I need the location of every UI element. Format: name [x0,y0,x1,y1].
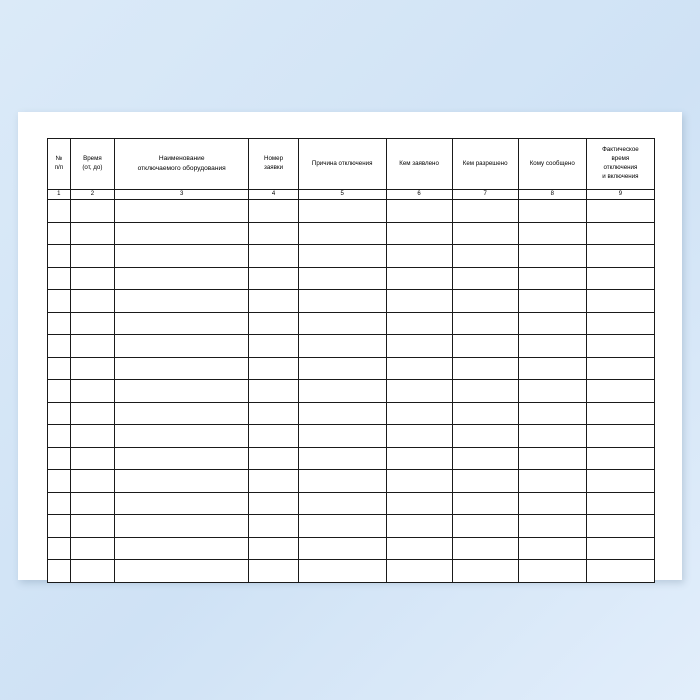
table-cell[interactable] [115,267,249,290]
table-row[interactable] [48,222,655,245]
column-number: 2 [70,190,114,200]
table-cell[interactable] [48,492,71,515]
table-cell[interactable] [115,312,249,335]
table-cell[interactable] [249,200,299,223]
table-cell[interactable] [586,200,654,223]
table-cell[interactable] [70,312,114,335]
table-cell[interactable] [386,222,452,245]
table-cell[interactable] [115,425,249,448]
table-row[interactable] [48,200,655,223]
table-cell[interactable] [518,560,586,583]
table-cell[interactable] [518,222,586,245]
header-line: отключения [603,164,638,171]
header-line: Наименование [158,155,205,163]
table-cell[interactable] [298,447,386,470]
table-cell[interactable] [70,402,114,425]
table-cell[interactable] [518,200,586,223]
table-cell[interactable] [452,515,518,538]
table-row[interactable] [48,380,655,403]
table-cell[interactable] [115,380,249,403]
table-cell[interactable] [48,357,71,380]
table-cell[interactable] [70,335,114,358]
table-row[interactable] [48,537,655,560]
table-cell[interactable] [70,380,114,403]
table-cell[interactable] [298,222,386,245]
table-cell[interactable] [452,335,518,358]
column-number: 5 [298,190,386,200]
table-cell[interactable] [48,537,71,560]
table-cell[interactable] [48,312,71,335]
table-cell[interactable] [518,537,586,560]
table-cell[interactable] [452,200,518,223]
column-number-row [48,190,655,200]
table-cell[interactable] [249,222,299,245]
table-cell[interactable] [452,357,518,380]
table-cell[interactable] [70,200,114,223]
table-cell[interactable] [70,357,114,380]
header-line: Кем разрешено [462,159,508,167]
table-cell[interactable] [386,537,452,560]
table-cell[interactable] [249,515,299,538]
table-cell[interactable] [452,447,518,470]
table-cell[interactable] [452,222,518,245]
table-row[interactable] [48,492,655,515]
table-cell[interactable] [48,515,71,538]
journal-table [47,138,655,583]
table-cell[interactable] [249,290,299,313]
table-cell[interactable] [386,200,452,223]
table-cell[interactable] [452,470,518,493]
header-cell-authorized-by [452,139,518,190]
table-cell[interactable] [386,492,452,515]
table-cell[interactable] [249,537,299,560]
table-cell[interactable] [452,290,518,313]
table-cell[interactable] [452,245,518,268]
table-cell[interactable] [298,380,386,403]
table-cell[interactable] [70,470,114,493]
table-cell[interactable] [298,515,386,538]
table-cell[interactable] [70,447,114,470]
table-cell[interactable] [586,290,654,313]
column-number: 6 [386,190,452,200]
header-line: время [611,155,630,163]
table-cell[interactable] [452,425,518,448]
table-cell[interactable] [518,312,586,335]
table-cell[interactable] [298,560,386,583]
table-cell[interactable] [518,425,586,448]
header-line: Кем заявлено [399,159,439,167]
table-cell[interactable] [386,357,452,380]
table-row[interactable] [48,290,655,313]
table-cell[interactable] [518,245,586,268]
table-row[interactable] [48,425,655,448]
table-cell[interactable] [586,425,654,448]
table-cell[interactable] [452,380,518,403]
table-cell[interactable] [586,537,654,560]
table-cell[interactable] [249,447,299,470]
table-row[interactable] [48,515,655,538]
table-cell[interactable] [70,515,114,538]
table-cell[interactable] [452,267,518,290]
table-cell[interactable] [518,492,586,515]
table-cell[interactable] [115,357,249,380]
table-cell[interactable] [48,402,71,425]
table-cell[interactable] [386,380,452,403]
table-cell[interactable] [70,267,114,290]
table-cell[interactable] [586,222,654,245]
table-cell[interactable] [298,312,386,335]
table-cell[interactable] [48,200,71,223]
header-cell-shutdown-reason [298,139,386,190]
table-cell[interactable] [249,267,299,290]
table-body [48,200,655,583]
header-cell-declared-by [386,139,452,190]
table-cell[interactable] [48,290,71,313]
table-cell[interactable] [249,425,299,448]
table-cell[interactable] [586,380,654,403]
table-cell[interactable] [586,447,654,470]
table-cell[interactable] [386,245,452,268]
table-cell[interactable] [70,222,114,245]
header-row [48,139,655,190]
column-number: 3 [115,190,249,200]
column-number: 4 [249,190,299,200]
table-cell[interactable] [48,425,71,448]
table-cell[interactable] [249,492,299,515]
table-cell[interactable] [115,222,249,245]
table-header [48,139,655,200]
table-cell[interactable] [386,560,452,583]
table-cell[interactable] [70,425,114,448]
table-cell[interactable] [586,267,654,290]
table-cell[interactable] [386,515,452,538]
table-cell[interactable] [115,560,249,583]
header-cell-number [48,139,71,190]
table-cell[interactable] [518,267,586,290]
table-row[interactable] [48,312,655,335]
header-line: Причина отключения [311,159,373,167]
table-cell[interactable] [518,470,586,493]
table-cell[interactable] [518,515,586,538]
table-cell[interactable] [452,312,518,335]
table-cell[interactable] [249,245,299,268]
table-cell[interactable] [386,267,452,290]
table-cell[interactable] [115,245,249,268]
table-cell[interactable] [518,335,586,358]
table-cell[interactable] [586,245,654,268]
table-cell[interactable] [452,402,518,425]
table-cell[interactable] [298,470,386,493]
column-number: 9 [586,190,654,200]
table-cell[interactable] [48,245,71,268]
document-page [18,112,682,580]
table-cell[interactable] [70,492,114,515]
table-cell[interactable] [48,335,71,358]
table-cell[interactable] [115,515,249,538]
table-cell[interactable] [298,245,386,268]
table-cell[interactable] [115,537,249,560]
table-cell[interactable] [586,402,654,425]
table-cell[interactable] [386,335,452,358]
table-cell[interactable] [48,447,71,470]
table-row[interactable] [48,357,655,380]
table-cell[interactable] [70,537,114,560]
table-cell[interactable] [298,357,386,380]
table-cell[interactable] [298,402,386,425]
table-cell[interactable] [48,470,71,493]
header-line: п/п [54,164,64,171]
column-number: 7 [452,190,518,200]
table-cell[interactable] [70,290,114,313]
table-cell[interactable] [115,335,249,358]
table-cell[interactable] [48,380,71,403]
header-cell-request-number [249,139,299,190]
table-cell[interactable] [586,312,654,335]
header-line: Номер [264,155,284,163]
header-line: заявки [263,164,284,171]
table-cell[interactable] [249,560,299,583]
table-cell[interactable] [386,470,452,493]
column-number: 1 [48,190,71,200]
table-row[interactable] [48,402,655,425]
table-cell[interactable] [249,357,299,380]
table-cell[interactable] [249,380,299,403]
table-cell[interactable] [518,402,586,425]
table-cell[interactable] [298,537,386,560]
table-cell[interactable] [70,245,114,268]
table-cell[interactable] [518,357,586,380]
header-line: отключаемого оборудования [137,165,226,172]
table-cell[interactable] [249,312,299,335]
table-cell[interactable] [115,402,249,425]
table-cell[interactable] [298,290,386,313]
table-cell[interactable] [298,492,386,515]
table-cell[interactable] [452,492,518,515]
table-cell[interactable] [386,425,452,448]
table-cell[interactable] [586,515,654,538]
table-cell[interactable] [249,335,299,358]
table-cell[interactable] [586,335,654,358]
table-cell[interactable] [518,290,586,313]
table-cell[interactable] [48,560,71,583]
table-cell[interactable] [452,537,518,560]
header-line: Время [83,155,102,163]
header-line: Кому сообщено [529,159,575,167]
table-cell[interactable] [586,560,654,583]
header-cell-notified-to [518,139,586,190]
table-cell[interactable] [386,290,452,313]
table-cell[interactable] [298,425,386,448]
table-cell[interactable] [249,470,299,493]
table-cell[interactable] [115,492,249,515]
table-cell[interactable] [386,402,452,425]
table-cell[interactable] [115,447,249,470]
table-cell[interactable] [115,200,249,223]
table-cell[interactable] [70,560,114,583]
table-cell[interactable] [115,290,249,313]
table-cell[interactable] [298,335,386,358]
header-line: Фактическое [602,146,639,154]
table-row[interactable] [48,267,655,290]
table-cell[interactable] [586,470,654,493]
header-line: (от, до) [82,164,103,171]
table-cell[interactable] [386,447,452,470]
table-cell[interactable] [298,267,386,290]
table-cell[interactable] [48,222,71,245]
header-cell-actual-time [586,139,654,190]
table-cell[interactable] [518,380,586,403]
table-cell[interactable] [452,560,518,583]
table-row[interactable] [48,245,655,268]
header-cell-time [70,139,114,190]
header-line: № [55,155,63,163]
journal-table-wrapper [47,138,655,583]
table-cell[interactable] [48,267,71,290]
table-row[interactable] [48,447,655,470]
header-line: и включения [602,172,639,180]
table-cell[interactable] [249,402,299,425]
table-cell[interactable] [586,492,654,515]
table-cell[interactable] [115,470,249,493]
column-number: 8 [518,190,586,200]
table-cell[interactable] [586,357,654,380]
table-cell[interactable] [518,447,586,470]
table-row[interactable] [48,560,655,583]
table-row[interactable] [48,470,655,493]
table-row[interactable] [48,335,655,358]
table-cell[interactable] [386,312,452,335]
header-cell-equipment-name [115,139,249,190]
table-cell[interactable] [298,200,386,223]
